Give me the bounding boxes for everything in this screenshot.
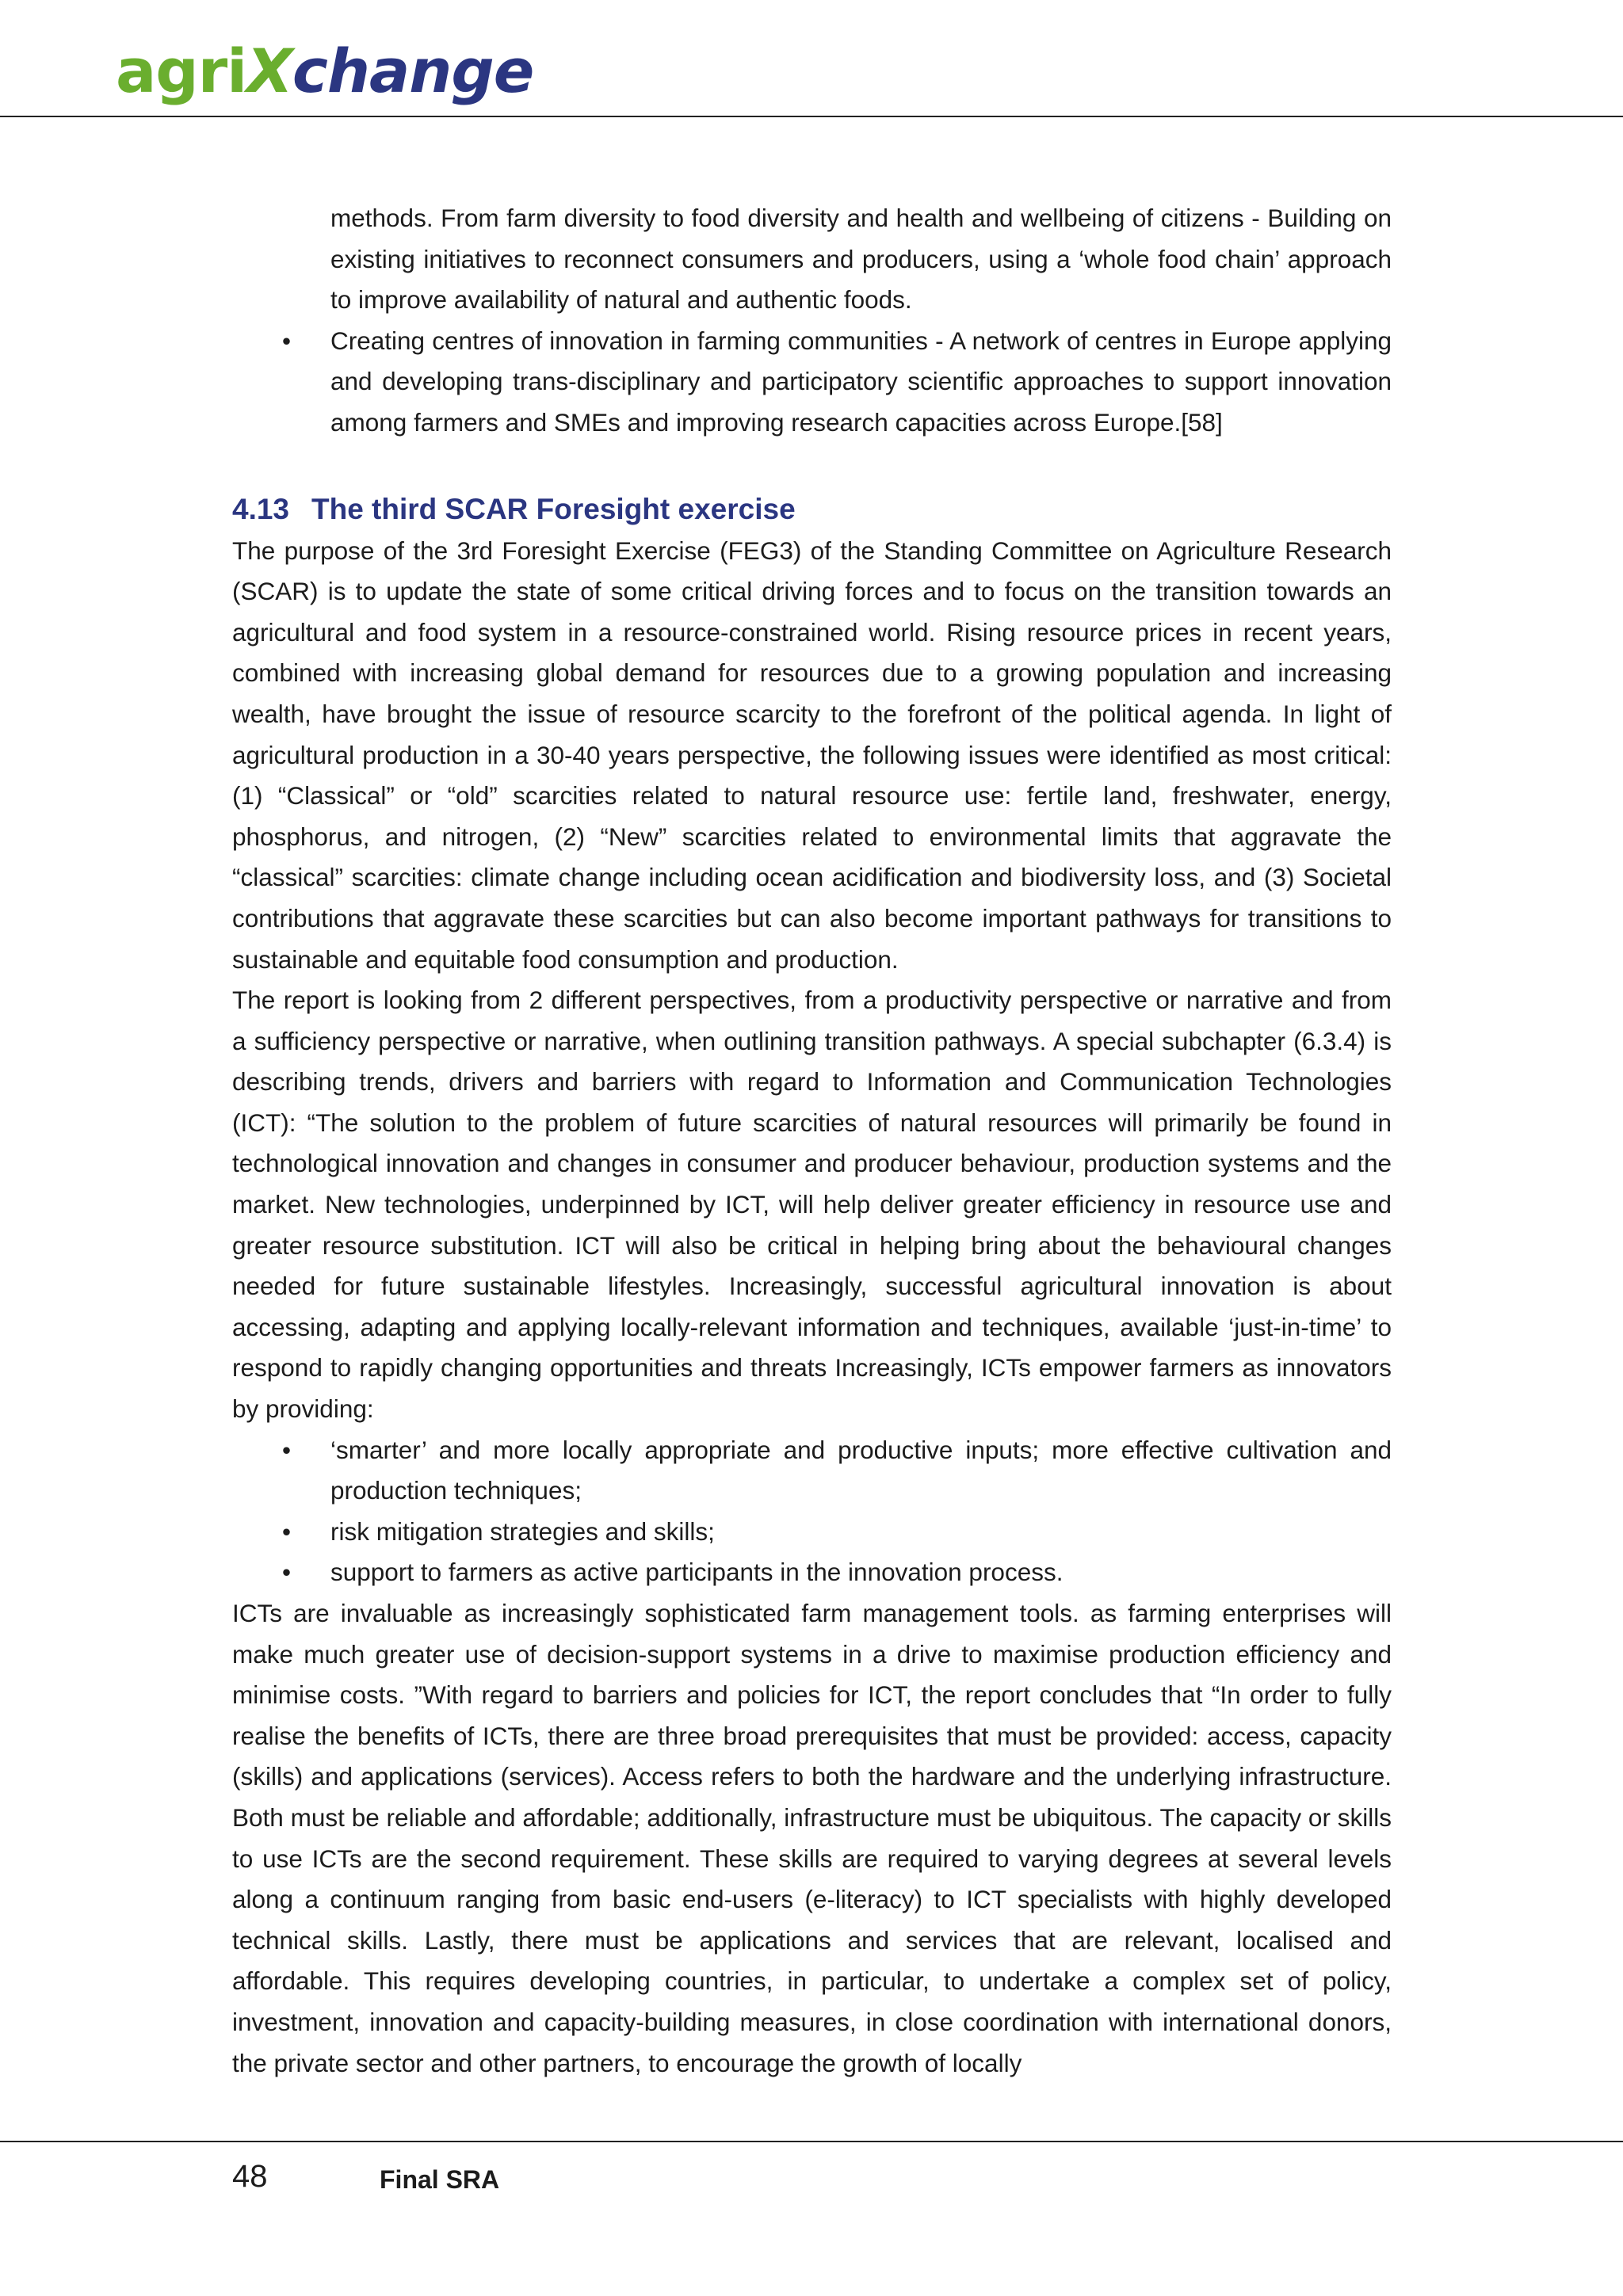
section-number: 4.13 <box>232 492 290 525</box>
bullet-icon: • <box>282 1516 292 1546</box>
list-item <box>232 1552 1392 1593</box>
footer-divider <box>0 2141 1623 2142</box>
logo-x: X <box>246 36 292 106</box>
logo-change: change <box>292 36 534 106</box>
list-item-text: ‘smarter’ and more locally appropriate and productive inputs; more effective cultivation and production techniques; <box>330 1435 1392 1505</box>
list-item <box>232 321 1392 444</box>
list-item-text: Creating centres of innovation in farming communities - A network of centres in Europe applying and developing trans-disciplinary and participatory scientific approaches to support innovation among farmers and SMEs and improving research capacities across Europe.[58] <box>330 326 1392 437</box>
list-item <box>232 1512 1392 1553</box>
page-content <box>232 198 1392 2084</box>
ict-bullet-list <box>232 1430 1392 1593</box>
list-item-text: support to farmers as active participants in the innovation process. <box>330 1558 1064 1587</box>
bullet-icon: • <box>282 1558 292 1587</box>
list-item-text: risk mitigation strategies and skills; <box>330 1516 715 1546</box>
paragraph-closing: ICTs are invaluable as increasingly sophisticated farm management tools. as farming enterprises will make much greater use of decision-support systems in a drive to maximise production efficiency and minimise costs. ”With regard to barriers and policies for ICT, the report concludes that “In order to fully realise the benefits of ICTs, there are three broad prerequisites that must be provided: access, capacity (skills) and applications (services). Access refers to both the hardware and the underlying infrastructure. Both must be reliable and affordable; additionally, infrastructure must be ubiquitous. The capacity or skills to use ICTs are the second requirement. These skills are required to varying degrees at several levels along a continuum ranging from basic end-users (e-literacy) to ICT specialists with highly developed technical skills. Lastly, there must be applications and services that are relevant, localised and affordable. This requires developing countries, in particular, to undertake a complex set of policy, investment, innovation and capacity-building measures, in close coordination with international donors, the private sector and other partners, to encourage the growth of locally <box>232 1599 1392 2077</box>
bullet-icon: • <box>282 1435 292 1464</box>
section-title: The third SCAR Foresight exercise <box>311 492 796 525</box>
continuation-text: methods. From farm diversity to food diversity and health and wellbeing of citizens - Building on existing initiatives to reconnect consumers and producers, using a ‘whole food chain’ approach to improve availability of natural and authentic foods. <box>330 204 1392 315</box>
list-item <box>232 1430 1392 1512</box>
paragraph-report: The report is looking from 2 different perspectives, from a productivity perspective or narrative and from a sufficiency perspective or narrative, when outlining transition pathways. A special subchapter (6.3.4) is describing trends, drivers and barriers with regard to Information and Communication Technologies (ICT): “The solution to the problem of future scarcities of natural resources will primarily be found in technological innovation and changes in consumer and producer behaviour, production systems and the market. New technologies, underpinned by ICT, will help deliver greater efficiency in resource use and greater resource substitution. ICT will also be critical in helping bring about the behavioural changes needed for future sustainable lifestyles. Increasingly, successful agricultural innovation is about accessing, adapting and applying locally-relevant information and techniques, available ‘just-in-time’ to respond to rapidly changing opportunities and threats Increasingly, ICTs empower farmers as innovators by providing: <box>232 986 1392 1424</box>
header-divider <box>0 116 1623 117</box>
innovation-bullet-list <box>232 321 1392 444</box>
logo-agri: agri <box>116 36 247 106</box>
bullet-icon: • <box>282 326 292 355</box>
footer-label: Final SRA <box>380 2165 500 2194</box>
agrixchange-logo <box>116 32 533 111</box>
section-heading <box>232 488 1392 531</box>
paragraph-purpose: The purpose of the 3rd Foresight Exercise (FEG3) of the Standing Committee on Agriculture Research (SCAR) is to update the state of some critical driving forces and to focus on the transition towards an agricultural and food system in a resource-constrained world. Rising resource prices in recent years, combined with increasing global demand for resources due to a growing population and increasing wealth, have brought the issue of resource scarcity to the forefront of the political agenda. In light of agricultural production in a 30-40 years perspective, the following issues were identified as most critical: (1) “Classical” or “old” scarcities related to natural resource use: fertile land, freshwater, energy, phosphorus, and nitrogen, (2) “New” scarcities related to environmental limits that aggravate the “classical” scarcities: climate change including ocean acidification and biodiversity loss, and (3) Societal contributions that aggravate these scarcities but can also become important pathways for transitions to sustainable and equitable food consumption and production. <box>232 536 1392 974</box>
page-number: 48 <box>232 2159 268 2194</box>
